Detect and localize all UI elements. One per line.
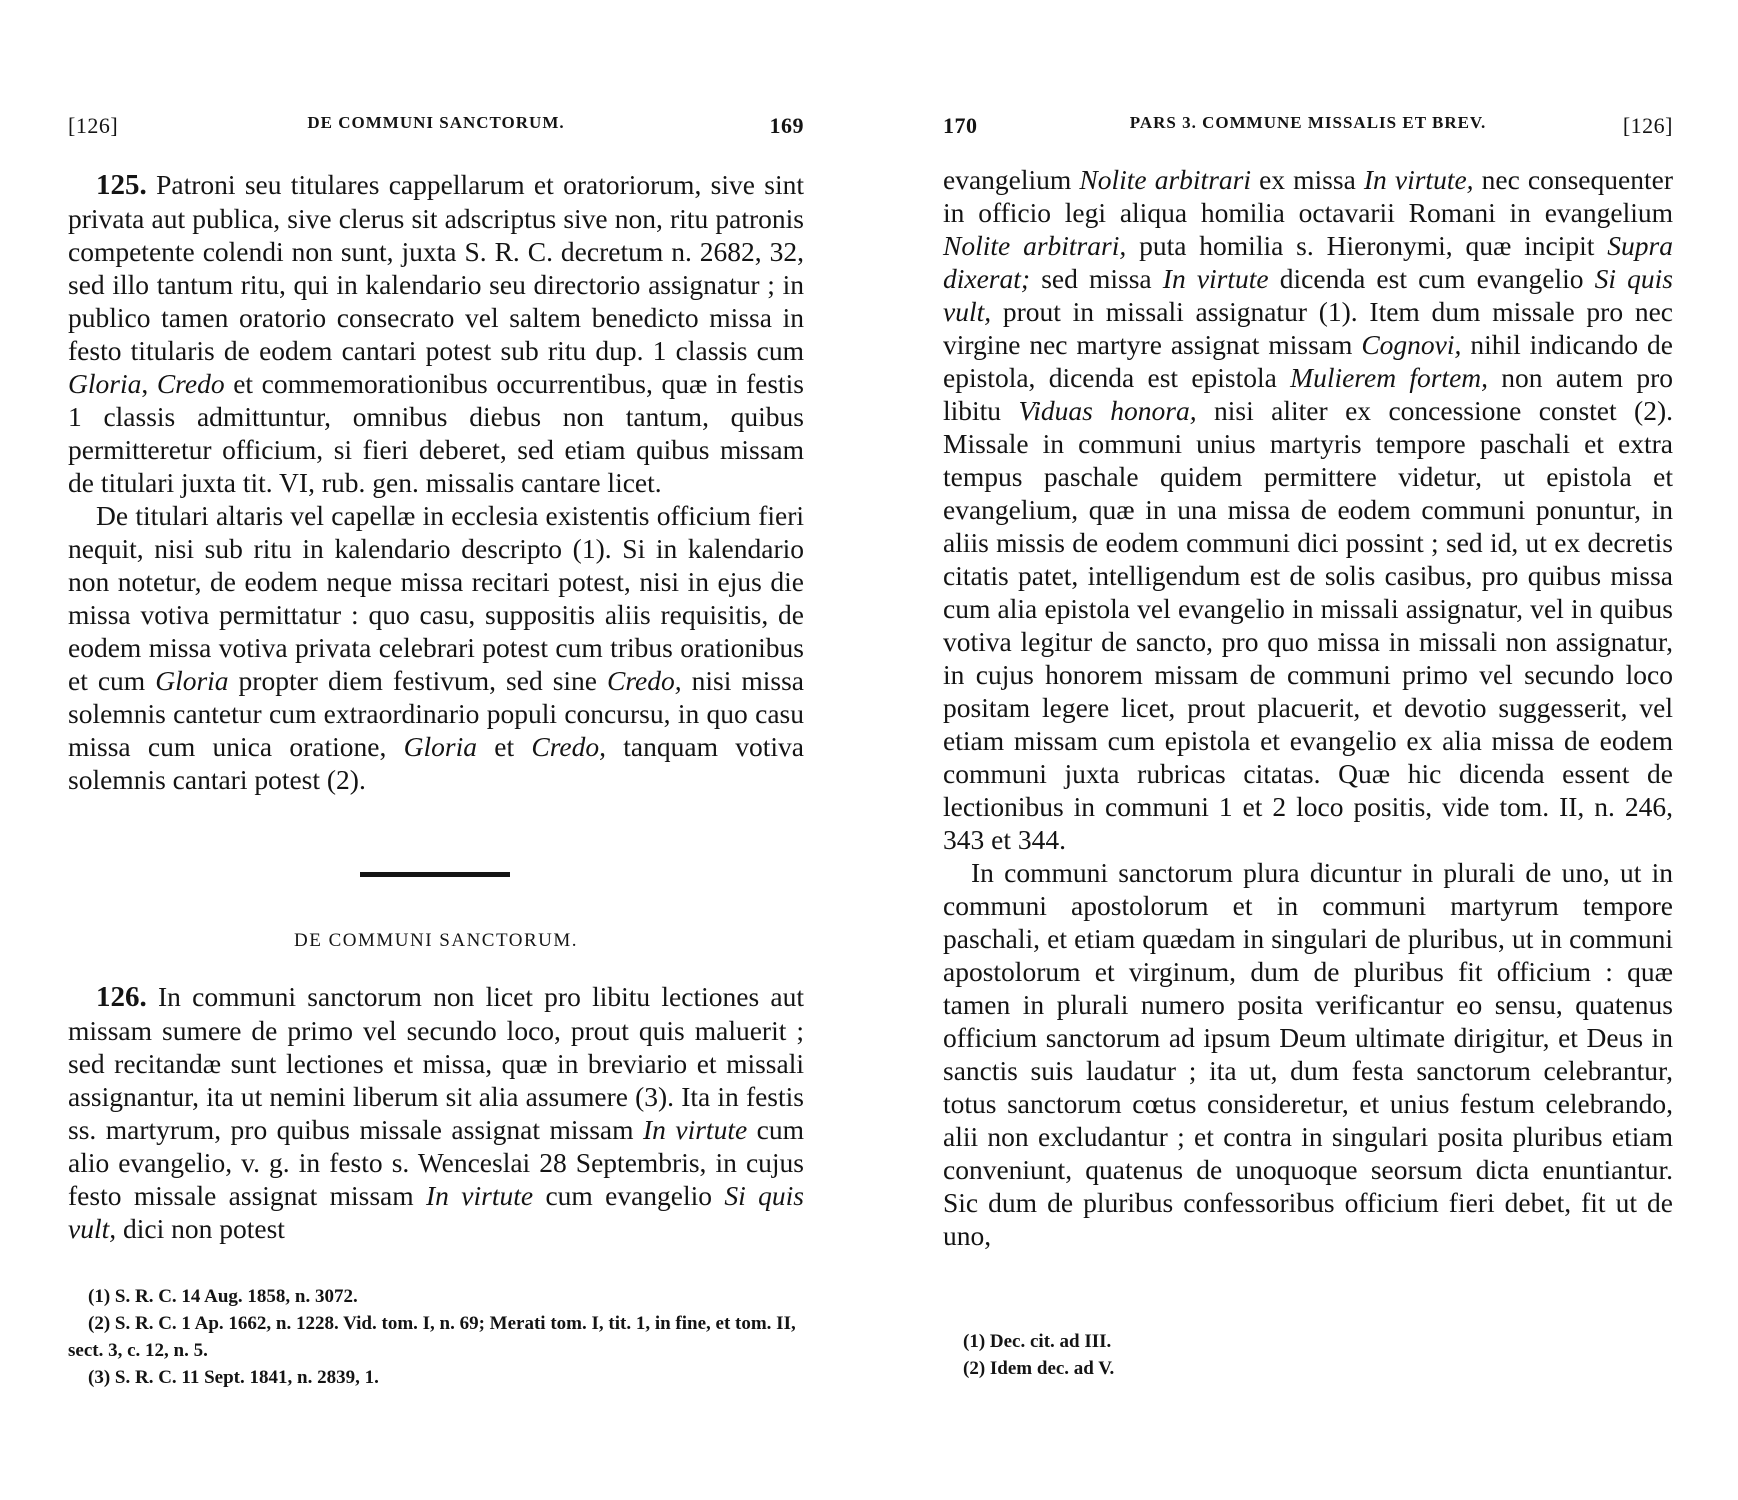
section-title: DE COMMUNI SANCTORUM. (294, 930, 578, 951)
paragraph-text: Patroni seu titulares cappellarum et oratoriorum, sive sint privata aut publica, sive clerus sit adscriptus sive non, ritu patronis competente colendi non sunt, juxta S. R. C. decretum n. 2682, 32, sed illo tantum ritu, qui in kalendario seu directorio assignatur ; in publico tamen oratorio consecrato vel saltem benedicto missa in festo titularis de eodem cantari potest sub ritu dup. 1 classis cum (68, 169, 804, 366)
paragraph-text: , (141, 368, 157, 399)
paragraph-text: evangelium (943, 164, 1080, 195)
paragraph-text: prout in missali assignatur (1). Item dum missale pro nec virgine nec martyre assignat missam (943, 296, 1673, 360)
italic-term: Viduas honora, (1018, 395, 1197, 426)
italic-term: Mulierem fortem, (1290, 362, 1489, 393)
running-head (68, 113, 804, 143)
italic-term: Credo, (531, 731, 606, 762)
running-head (943, 113, 1673, 143)
paragraph-text: sed missa (1030, 263, 1163, 294)
italic-term: Cognovi, (1361, 329, 1462, 360)
italic-term: Nolite arbitrari, (943, 230, 1127, 261)
paragraph: In communi sanctorum plura dicuntur in plurali de uno, ut in communi apostolorum et in communi martyrum tempore paschali, et etiam quædam in singulari de pluribus, ut in communi apostolorum et virginum, dum de pluribus fit officium : quæ tamen in plurali numero posita verificantur eo sensu, quatenus officium sanctorum ad ipsum Deum ultimate dirigitur, et Deus in sanctis suis laudatur ; ita ut, dum festa sanctorum celebrantur, totus sanctorum cœtus consideretur, et unius festum celebrando, alii non excludantur ; et contra in singulari posita pluribus etiam conveniunt, quatenus de unoquoque seorsum dicta enuntiantur. Sic dum de pluribus confessoribus officium fieri debet, fit ut de uno, (943, 857, 1673, 1251)
italic-term: In virtute (426, 1180, 534, 1211)
right-page-text (943, 163, 1673, 1252)
paragraph-125-block (68, 168, 804, 796)
paragraph-126-block (68, 980, 804, 1245)
footnote: (3) S. R. C. 11 Sept. 1841, n. 2839, 1. (88, 1367, 379, 1388)
page-number: 169 (769, 113, 804, 138)
italic-term: Nolite arbitrari (1079, 164, 1251, 195)
header-section-number: [126] (1622, 113, 1673, 138)
paragraph-text: In communi sanctorum non licet pro libitu lectiones aut missam sumere de primo vel secundo loco, prout quis maluerit ; sed recitandæ sunt lectiones et missa, quæ in breviario et missali assignantur, ita ut nemini liberum sit alia assumere (3). Ita in festis ss. martyrum, pro quibus missale assignat missam (68, 981, 804, 1145)
paragraph-number: 125. (96, 169, 147, 201)
italic-term: Credo (156, 368, 225, 399)
paragraph-126 (68, 980, 804, 1245)
paragraph-text: dici non potest (116, 1213, 285, 1244)
footnote: (1) Dec. cit. ad III. (963, 1331, 1112, 1352)
italic-term: In virtute (643, 1114, 748, 1145)
paragraph-text: nisi aliter ex concessione constet (2). Missale in communi unius martyris tempore paschali et extra tempus paschale quidem permittere videtur, ut epistola et evangelium, quæ in una missa de eodem communi ponuntur, in aliis missis de eodem communi dici possint ; sed id, ut ex decretis citatis patet, intelligendum est de solis casibus, pro quibus missa cum alia epistola vel evangelio in missali assignatur, vel in quibus votiva legitur de sancto, pro quo missa in missali non assignatur, in cujus honorem missam de communi primo vel secundo loco positam legere licet, prout placuerit, et devotio suggesserit, vel etiam missam cum epistola et evangelio ex alia missa de eodem communi juxta rubricas citatas. Quæ hic dicenda essent de lectionibus in communi 1 et 2 loco positis, vide tom. II, n. 246, 343 et 344. (943, 395, 1673, 855)
paragraph-text: ex missa (1250, 164, 1364, 195)
header-section-number: [126] (68, 113, 119, 138)
paragraph-number: 126. (96, 981, 147, 1013)
italic-term: In virtute (1162, 263, 1269, 294)
paragraph-text: nihil indicando de epistola, dicenda est epistola (943, 329, 1673, 393)
section-divider (360, 872, 510, 877)
italic-term: In virtute, (1363, 164, 1474, 195)
paragraph-text: et commemorationibus occurrentibus, quæ in festis 1 classis admittuntur, omnibus diebus non tantum, quibus permitteretur officium, si fieri deberet, sed etiam quibus missam de titulari juxta tit. VI, rub. gen. missalis cantare licet. (68, 368, 804, 498)
paragraph-125-continued (68, 499, 804, 796)
italic-term: Supra dixerat; (943, 230, 1673, 294)
footnotes (943, 1328, 1673, 1382)
paragraph-continued (943, 163, 1673, 856)
footnote: (1) S. R. C. 14 Aug. 1858, n. 3072. (88, 1286, 358, 1307)
italic-term: Gloria (403, 731, 477, 762)
paragraph-text: propter diem festivum, sed sine (228, 665, 608, 696)
header-title: DE COMMUNI SANCTORUM. (307, 113, 565, 132)
paragraph-text: non autem pro libitu (943, 362, 1673, 426)
paragraph-text: dicenda est cum evangelio (1268, 263, 1595, 294)
italic-term: Gloria (155, 665, 229, 696)
header-title: PARS 3. COMMUNE MISSALIS ET BREV. (1129, 113, 1487, 132)
paragraph-text: De titulari altaris vel capellæ in ecclesia existentis officium fieri nequit, nisi sub ritu in kalendario descripto (1). Si in kalendario non notetur, de eodem neque missa recitari potest, nisi in ejus die missa votiva permittatur : quo casu, suppositis aliis requisitis, de eodem missa votiva privata celebrari potest cum tribus orationibus et cum (68, 500, 804, 696)
right-page (943, 0, 1673, 1500)
paragraph-text: cum evangelio (533, 1180, 725, 1211)
italic-term: Gloria (68, 368, 142, 399)
italic-term: Si quis vult, (943, 263, 1673, 327)
left-page (68, 0, 804, 1500)
paragraph-text: puta homilia s. Hieronymi, quæ incipit (1126, 230, 1608, 261)
footnote: (2) Idem dec. ad V. (963, 1358, 1115, 1379)
paragraph-text: et (476, 731, 532, 762)
paragraph-text: tanquam votiva solemnis cantari potest (2). (68, 731, 804, 795)
paragraph-text: cum alio evangelio, v. g. in festo s. Wenceslai 28 Septembris, in cujus festo missale assignat missam (68, 1114, 804, 1211)
footnotes (68, 1283, 804, 1391)
paragraph-125 (68, 168, 804, 499)
italic-term: Si quis vult, (68, 1180, 804, 1244)
paragraph-text: nisi missa solemnis cantetur cum extraordinario populi concursu, in quo casu missa cum unica oratione, (68, 665, 804, 762)
paragraph-text: nec consequenter in officio legi aliqua homilia octavarii Romani in evangelium (943, 164, 1673, 228)
italic-term: Credo, (607, 665, 682, 696)
page-number: 170 (943, 113, 978, 138)
footnote: (2) S. R. C. 1 Ap. 1662, n. 1228. Vid. tom. I, n. 69; Merati tom. I, tit. 1, in fine, et tom. II, sect. 3, c. 12, n. 5. (68, 1313, 796, 1361)
